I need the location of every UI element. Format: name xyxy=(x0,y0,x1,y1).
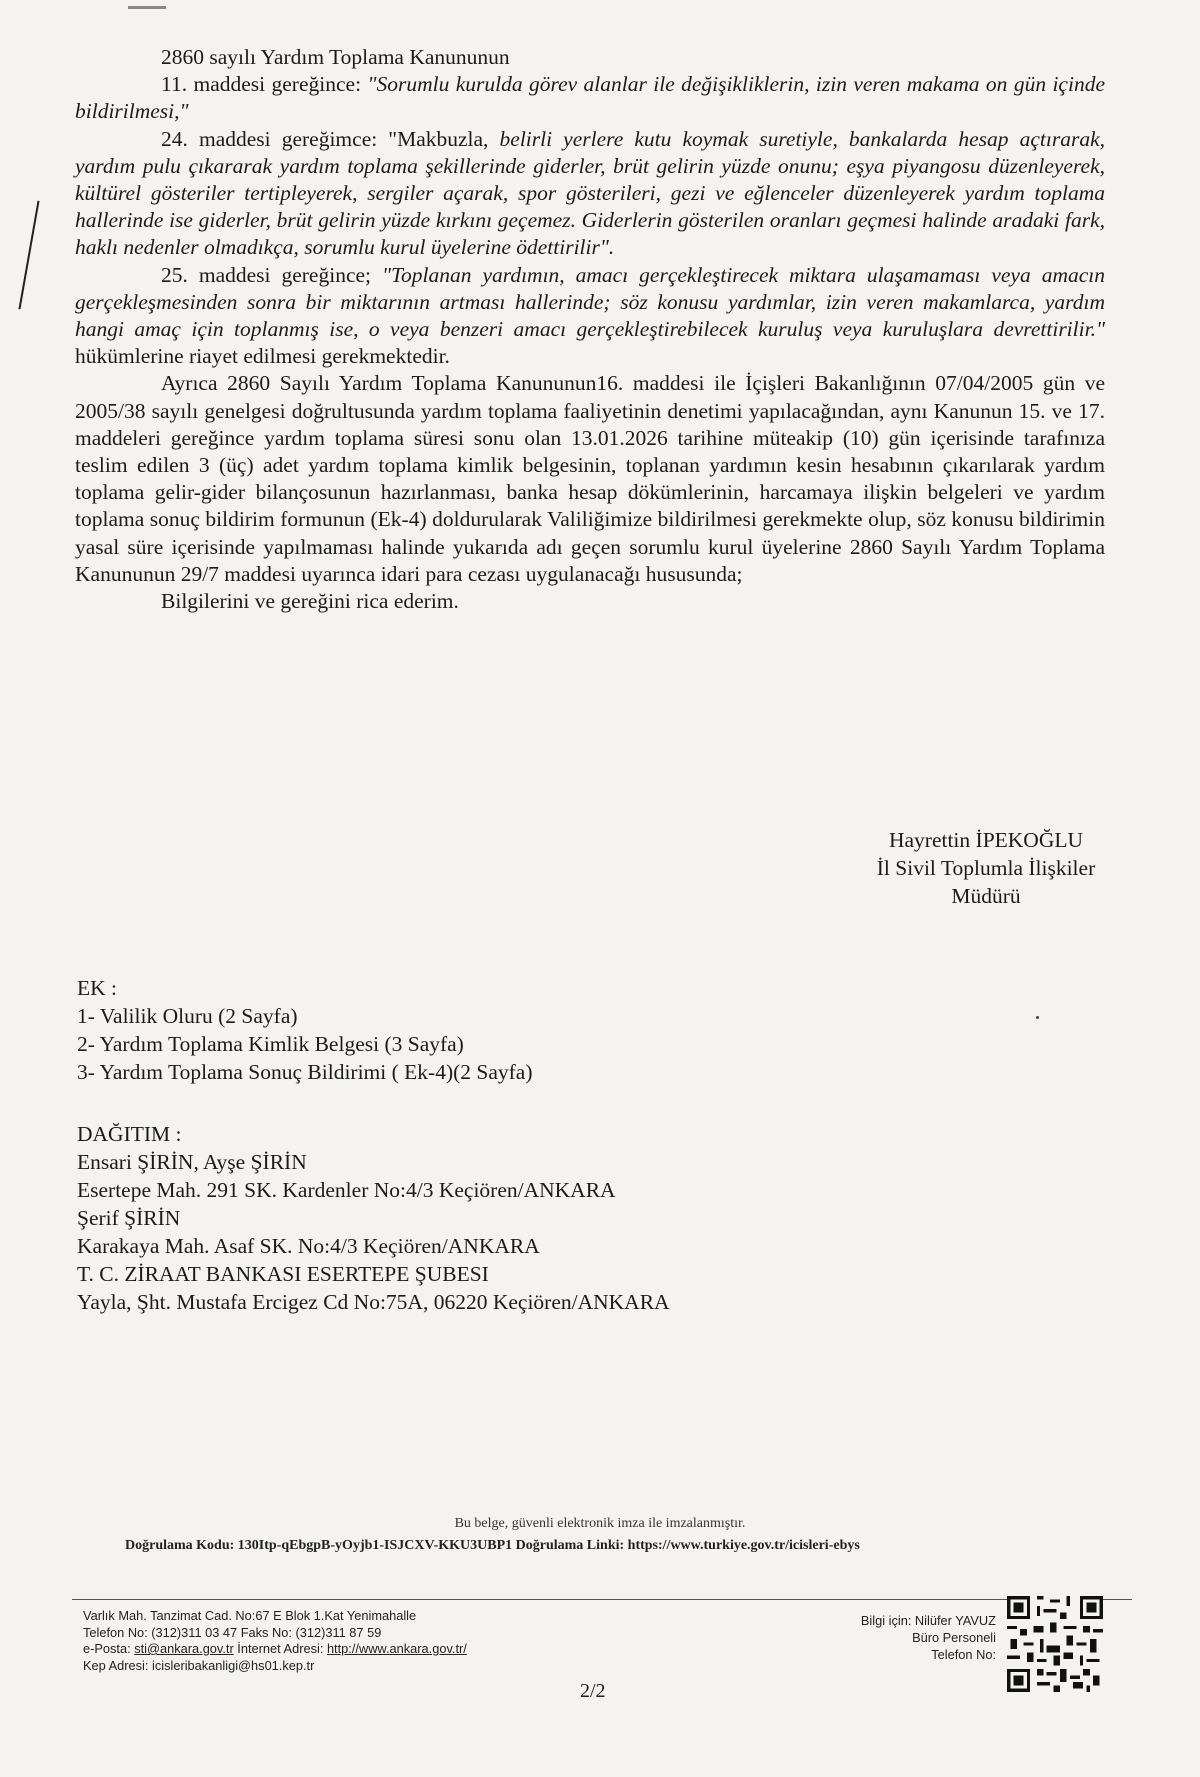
article-11-quote: "Sorumlu kurulda görev alanlar ile değişikliklerin, izin veren makama on gün içinde bildirilmesi," xyxy=(75,72,1105,124)
info-role: Büro Personeli xyxy=(912,1630,996,1645)
verification-code-label: Doğrulama Kodu: xyxy=(125,1538,235,1553)
footer-address: Varlık Mah. Tanzimat Cad. No:67 E Blok 1.Kat Yenimahalle xyxy=(83,1608,417,1623)
article-11-prefix: 11. maddesi gereğince: xyxy=(161,72,368,97)
distribution-line: Şerif ŞİRİN xyxy=(77,1206,181,1230)
article-25-prefix: 25. maddesi gereğince; xyxy=(161,262,382,287)
letter-body xyxy=(75,44,1105,615)
margin-pen-mark xyxy=(18,201,39,310)
verification-code: 130Itp-qEbgpB-yOyjb1-ISJCXV-KKU3UBP1 xyxy=(237,1538,513,1553)
distribution-line: Ensari ŞİRİN, Ayşe ŞİRİN xyxy=(77,1150,307,1174)
attachment-item: 2- Yardım Toplama Kimlik Belgesi (3 Sayfa) xyxy=(77,1032,464,1056)
attachments-list xyxy=(77,974,533,1086)
page-number: 2/2 xyxy=(580,1680,606,1702)
signatory-name: Hayrettin İPEKOĞLU xyxy=(888,828,1084,852)
signatory-title-line1: İl Sivil Toplumla İlişkiler xyxy=(876,856,1096,880)
distribution-list xyxy=(77,1120,670,1316)
footer-contact xyxy=(83,1608,467,1674)
email-link[interactable]: sti@ankara.gov.tr xyxy=(134,1641,234,1656)
e-signature-notice: Bu belge, güvenli elektronik imza ile imzalanmıştır. xyxy=(454,1516,746,1531)
article-25-paragraph xyxy=(75,262,1105,371)
article-24-paragraph xyxy=(75,126,1105,262)
footer-kep: Kep Adresi: icisleribakanligi@hs01.kep.tr xyxy=(83,1657,315,1673)
email-label: e-Posta: xyxy=(83,1641,135,1656)
verification-link[interactable]: https://www.turkiye.gov.tr/icisleri-ebys xyxy=(627,1538,860,1553)
distribution-line: T. C. ZİRAAT BANKASI ESERTEPE ŞUBESI xyxy=(77,1262,489,1286)
distribution-line: Karakaya Mah. Asaf SK. No:4/3 Keçiören/ANKARA xyxy=(77,1234,540,1258)
inspection-paragraph: Ayrıca 2860 Sayılı Yardım Toplama Kanununun16. maddesi ile İçişleri Bakanlığının 07/04/2005 gün ve 2005/38 sayılı genelgesi doğrultusunda yardım toplama faaliyetinin denetimi yapılacağından, aynı Kanunun 15. ve 17. maddeleri gereğince yardım toplama süresi sonu olan 13.01.2026 tarihine müteakip (10) gün içerisinde tarafınıza teslim edilen 3 (üç) adet yardım toplama kimlik belgesinin, toplanan yardımın kesin hesabının çıkarılarak yardım toplama gelir-gider bilançosunun hazırlanması, banka hesap dökümlerinin, harcamaya ilişkin belgeleri ve yardım toplama sonuç bildirim formunun (Ek-4) doldurularak Valiliğimize bildirilmesi gerekmekte olup, söz konusu bildirimin yasal süre içerisinde yapılmaması halinde yukarıda adı geçen sorumlu kurul üyelerine 2860 Sayılı Yardım Toplama Kanununun 29/7 maddesi uyarınca idari para cezası uygulanacağı hususunda; xyxy=(75,371,1105,586)
info-contact-person: Bilgi için: Nilüfer YAVUZ xyxy=(860,1613,996,1628)
footer-info xyxy=(800,1612,996,1663)
scan-dot xyxy=(1036,1016,1039,1019)
website-link[interactable]: http://www.ankara.gov.tr/ xyxy=(326,1641,467,1656)
footer-phone: Telefon No: (312)311 03 47 Faks No: (312)311 87 59 xyxy=(83,1624,382,1640)
closing-line: Bilgilerini ve gereğini rica ederim. xyxy=(161,589,459,614)
attachment-item: 1- Valilik Oluru (2 Sayfa) xyxy=(77,1004,298,1028)
info-phone: Telefon No: xyxy=(931,1647,996,1662)
attachment-item: 3- Yardım Toplama Sonuç Bildirimi ( Ek-4)(2 Sayfa) xyxy=(77,1060,533,1084)
signature-block xyxy=(846,826,1126,910)
qr-code-icon xyxy=(1007,1596,1103,1692)
web-label: İnternet Adresi: xyxy=(233,1641,327,1656)
distribution-line: Esertepe Mah. 291 SK. Kardenler No:4/3 Keçiören/ANKARA xyxy=(77,1178,616,1202)
article-24-quote: belirli yerlere kutu koymak suretiyle, bankalarda hesap açtırarak, yardım pulu çıkararak yardım toplama şekillerinde giderler, brüt gelirin yüzde onunu; eşya piyangosu düzenleyerek, kültürel gösteriler tertipleyerek, sergiler açarak, spor gösterileri, gezi ve eğlenceler düzenleyerek yardım toplama hallerinde ise giderler, brüt gelirin yüzde kırkını geçemez. Giderlerin gösterilen oranları geçmesi halinde aradaki fark, haklı nedenler olmadıkça, sorumlu kurul üyelerine ödettirilir". xyxy=(75,126,1105,260)
verification-line xyxy=(125,1538,1125,1554)
attachments-heading: EK : xyxy=(77,976,118,1000)
article-25-suffix: hükümlerine riayet edilmesi gerekmektedir. xyxy=(75,344,450,369)
footer-divider xyxy=(72,1599,1132,1600)
verification-link-label: Doğrulama Linki: xyxy=(515,1538,625,1553)
distribution-heading: DAĞITIM : xyxy=(77,1122,182,1146)
article-25-quote: "Toplanan yardımın, amacı gerçekleştirecek miktara ulaşamaması veya amacın gerçekleşmesinden sonra bir miktarının artması hallerinde; söz konusu yardımlar, izin veren makamlarca, yardım hangi amaç için toplanmış ise, o veya benzeri amacı gerçekleştirebilecek kuruluş veya kuruluşlara devrettirilir." xyxy=(75,262,1105,342)
article-24-prefix: 24. maddesi gereğimce: "Makbuzla, xyxy=(161,126,500,151)
footer-email-web xyxy=(83,1641,467,1658)
article-11-paragraph xyxy=(75,71,1105,125)
scan-smudge xyxy=(128,6,166,9)
intro-line: 2860 sayılı Yardım Toplama Kanununun xyxy=(161,45,510,69)
signatory-title-line2: Müdürü xyxy=(951,884,1021,908)
distribution-line: Yayla, Şht. Mustafa Ercigez Cd No:75A, 06220 Keçiören/ANKARA xyxy=(77,1290,670,1314)
